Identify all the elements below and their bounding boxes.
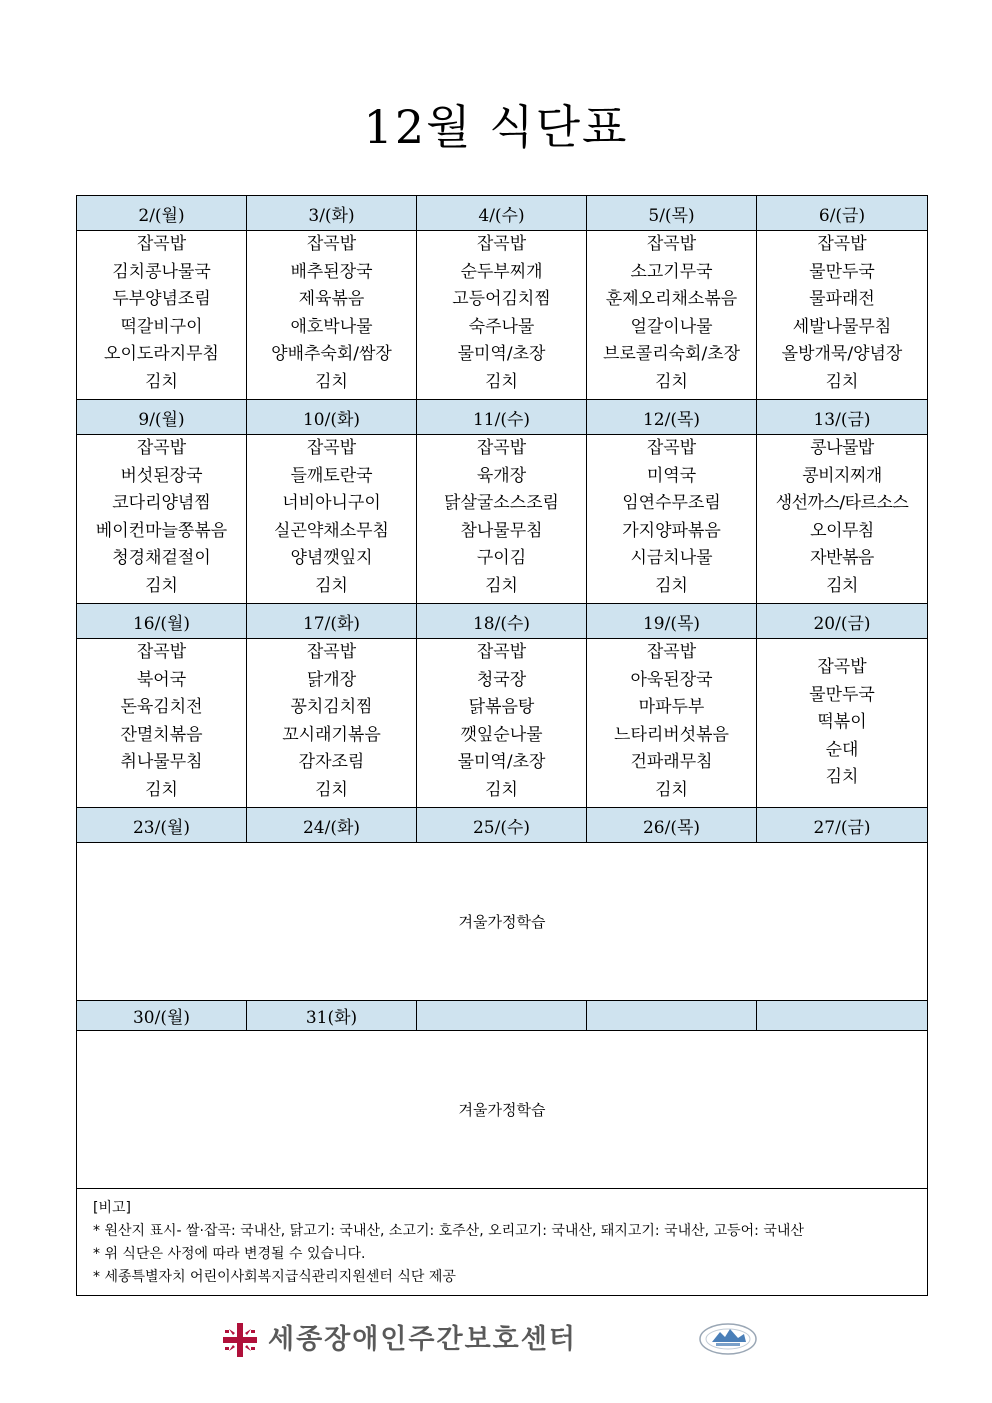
menu-item: 김치 <box>315 779 348 800</box>
day-menu <box>587 231 757 400</box>
footer <box>220 1320 760 1360</box>
day-menu <box>77 231 247 400</box>
day-header: 25/(수) <box>417 808 587 843</box>
menu-item: 구이김 <box>476 548 527 568</box>
menu-item: 브로콜리숙회/초장 <box>602 344 741 364</box>
day-menu <box>417 639 587 808</box>
menu-item: 양배추숙회/쌈장 <box>271 344 392 364</box>
menu-item: 양념깻잎지 <box>290 548 373 568</box>
menu-item: 자반볶음 <box>810 548 874 568</box>
notes-row <box>77 1189 928 1296</box>
vacation-notice: 겨울가정학습 <box>77 1031 928 1189</box>
menu-item: 콩나물밥 <box>810 438 874 458</box>
day-header: 26/(목) <box>587 808 757 843</box>
menu-item: 오이도라지무침 <box>104 344 219 364</box>
menu-item: 김치 <box>485 371 518 392</box>
menu-item: 세발나물무침 <box>792 316 892 337</box>
week-header-row <box>77 1001 928 1031</box>
day-menu <box>587 639 757 808</box>
day-menu <box>757 231 928 400</box>
menu-item: 소고기무국 <box>630 261 713 282</box>
menu-item: 잡곡밥 <box>646 642 697 662</box>
caritas-cross-icon <box>220 1320 260 1360</box>
week-menu-row <box>77 639 928 808</box>
menu-item: 물만두국 <box>809 684 875 705</box>
menu-item: 청국장 <box>476 669 527 690</box>
menu-item: 김치 <box>145 779 178 800</box>
day-menu <box>417 231 587 400</box>
menu-item: 버섯된장국 <box>120 465 203 486</box>
week-header-row <box>77 604 928 639</box>
vacation-notice: 겨울가정학습 <box>77 843 928 1001</box>
day-header: 30/(월) <box>77 1001 247 1031</box>
week-header-row <box>77 808 928 843</box>
menu-item: 배추된장국 <box>290 261 373 282</box>
menu-item: 김치 <box>485 779 518 800</box>
menu-item: 김치 <box>315 575 348 596</box>
menu-item: 실곤약채소무침 <box>274 520 389 541</box>
day-menu <box>247 639 417 808</box>
menu-item: 오이무침 <box>810 520 874 541</box>
day-header <box>417 1001 587 1031</box>
menu-item: 잔멸치볶음 <box>120 724 203 745</box>
notes-line: * 원산지 표시- 쌀·잡곡: 국내산, 닭고기: 국내산, 소고기: 호주산, 오리고기: 국내산, 돼지고기: 국내산, 고등어: 국내산 <box>93 1223 804 1239</box>
menu-item: 감자조림 <box>298 752 365 772</box>
menu-item: 시금치나물 <box>630 548 713 568</box>
day-header: 11/(수) <box>417 400 587 435</box>
menu-item: 김치 <box>485 575 518 596</box>
menu-item: 마파두부 <box>638 697 705 717</box>
menu-item: 물미역/초장 <box>457 752 546 772</box>
menu-item: 김치 <box>825 767 859 788</box>
page-title: 12월 식단표 <box>363 100 629 154</box>
day-header: 10/(화) <box>247 400 417 435</box>
notes-line: * 세종특별자치 어린이사회복지급식관리지원센터 식단 제공 <box>93 1269 456 1285</box>
week-menu-row <box>77 231 928 400</box>
menu-item: 가지양파볶음 <box>622 520 721 541</box>
day-header: 23/(월) <box>77 808 247 843</box>
menu-item: 물파래전 <box>809 289 875 309</box>
notes-line: * 위 식단은 사정에 따라 변경될 수 있습니다. <box>93 1246 366 1262</box>
menu-item: 제육볶음 <box>298 289 365 309</box>
menu-item: 순두부찌개 <box>460 261 543 282</box>
menu-item: 김치 <box>145 575 178 596</box>
day-menu <box>247 435 417 604</box>
day-header: 19/(목) <box>587 604 757 639</box>
day-header: 5/(목) <box>587 196 757 231</box>
menu-item: 잡곡밥 <box>306 438 357 458</box>
menu-item: 임연수무조림 <box>622 493 721 513</box>
menu-item: 닭개장 <box>306 669 357 690</box>
menu-item: 잡곡밥 <box>136 234 187 254</box>
day-header: 12/(목) <box>587 400 757 435</box>
day-menu <box>247 231 417 400</box>
day-menu <box>757 639 928 808</box>
menu-item: 잡곡밥 <box>136 642 187 662</box>
menu-item: 김치 <box>655 779 688 800</box>
menu-item: 애호박나물 <box>290 316 373 337</box>
menu-body <box>77 196 928 1296</box>
menu-item: 깻잎순나물 <box>460 724 543 745</box>
day-menu <box>417 435 587 604</box>
menu-item: 떡갈비구이 <box>120 316 203 337</box>
menu-item: 잡곡밥 <box>817 234 867 254</box>
menu-item: 육개장 <box>476 465 527 486</box>
menu-item: 물미역/초장 <box>457 344 546 364</box>
day-menu <box>77 639 247 808</box>
menu-item: 물만두국 <box>809 261 875 282</box>
menu-item: 닭볶음탕 <box>468 697 535 717</box>
menu-item: 올방개묵/양념장 <box>781 344 903 364</box>
week-menu-row <box>77 435 928 604</box>
menu-item: 잡곡밥 <box>476 642 527 662</box>
day-header: 2/(월) <box>77 196 247 231</box>
notes-heading: [비고] <box>93 1200 131 1216</box>
menu-item: 두부양념조림 <box>112 289 211 309</box>
menu-item: 숙주나물 <box>468 316 535 337</box>
menu-item: 콩비지찌개 <box>802 465 882 486</box>
menu-item: 미역국 <box>646 465 697 486</box>
menu-item: 고등어김치찜 <box>452 289 551 309</box>
menu-item: 닭살굴소스조림 <box>444 493 559 513</box>
day-header <box>587 1001 757 1031</box>
menu-item: 김치 <box>655 371 688 392</box>
menu-item: 너비아니구이 <box>282 493 381 513</box>
menu-item: 잡곡밥 <box>646 438 697 458</box>
menu-item: 김치 <box>145 371 178 392</box>
menu-item: 참나물무침 <box>460 520 543 541</box>
menu-item: 잡곡밥 <box>306 234 357 254</box>
day-header: 24/(화) <box>247 808 417 843</box>
day-header: 16/(월) <box>77 604 247 639</box>
menu-item: 잡곡밥 <box>306 642 357 662</box>
menu-item: 잡곡밥 <box>646 234 697 254</box>
menu-item: 잡곡밥 <box>476 438 527 458</box>
day-header: 27/(금) <box>757 808 928 843</box>
day-header: 20/(금) <box>757 604 928 639</box>
menu-item: 잡곡밥 <box>817 657 867 678</box>
menu-item: 김치 <box>825 371 859 392</box>
menu-item: 돈육김치전 <box>120 697 203 717</box>
notes-box <box>77 1189 928 1296</box>
day-header: 3/(화) <box>247 196 417 231</box>
organization-name: 세종장애인주간보호센터 <box>268 1324 577 1355</box>
menu-item: 청경채겉절이 <box>112 548 211 568</box>
menu-item: 느타리버섯볶음 <box>614 724 729 745</box>
menu-item: 잡곡밥 <box>476 234 527 254</box>
day-header: 6/(금) <box>757 196 928 231</box>
menu-item: 김치 <box>655 575 688 596</box>
organization-seal-icon <box>698 1322 758 1356</box>
day-header <box>757 1001 928 1031</box>
menu-item: 떡볶이 <box>817 712 867 733</box>
menu-item: 베이컨마늘쫑볶음 <box>95 520 228 541</box>
day-header: 4/(수) <box>417 196 587 231</box>
day-header: 9/(월) <box>77 400 247 435</box>
menu-item: 잡곡밥 <box>136 438 187 458</box>
vacation-row <box>77 1031 928 1189</box>
menu-item: 김치콩나물국 <box>112 261 211 282</box>
day-header: 13/(금) <box>757 400 928 435</box>
week-header-row <box>77 400 928 435</box>
menu-item: 코다리양념찜 <box>112 493 211 513</box>
day-header: 17/(화) <box>247 604 417 639</box>
day-menu <box>757 435 928 604</box>
day-menu <box>77 435 247 604</box>
menu-item: 꼬시래기볶음 <box>282 724 381 745</box>
week-header-row <box>77 196 928 231</box>
day-header: 18/(수) <box>417 604 587 639</box>
menu-table <box>76 195 928 1296</box>
day-menu <box>587 435 757 604</box>
menu-item: 북어국 <box>136 669 187 690</box>
day-header: 31(화) <box>247 1001 417 1031</box>
menu-item: 아욱된장국 <box>630 669 713 690</box>
vacation-row <box>77 843 928 1001</box>
menu-item: 얼갈이나물 <box>630 316 713 337</box>
menu-item: 꽁치김치찜 <box>290 697 373 717</box>
menu-item: 순대 <box>825 739 859 760</box>
menu-item: 건파래무침 <box>630 752 713 772</box>
menu-item: 취나물무침 <box>120 752 203 772</box>
menu-item: 들깨토란국 <box>290 465 373 486</box>
menu-item: 김치 <box>315 371 348 392</box>
menu-item: 훈제오리채소볶음 <box>605 289 738 309</box>
menu-item: 김치 <box>826 575 858 596</box>
menu-item: 생선까스/타르소스 <box>775 493 909 513</box>
